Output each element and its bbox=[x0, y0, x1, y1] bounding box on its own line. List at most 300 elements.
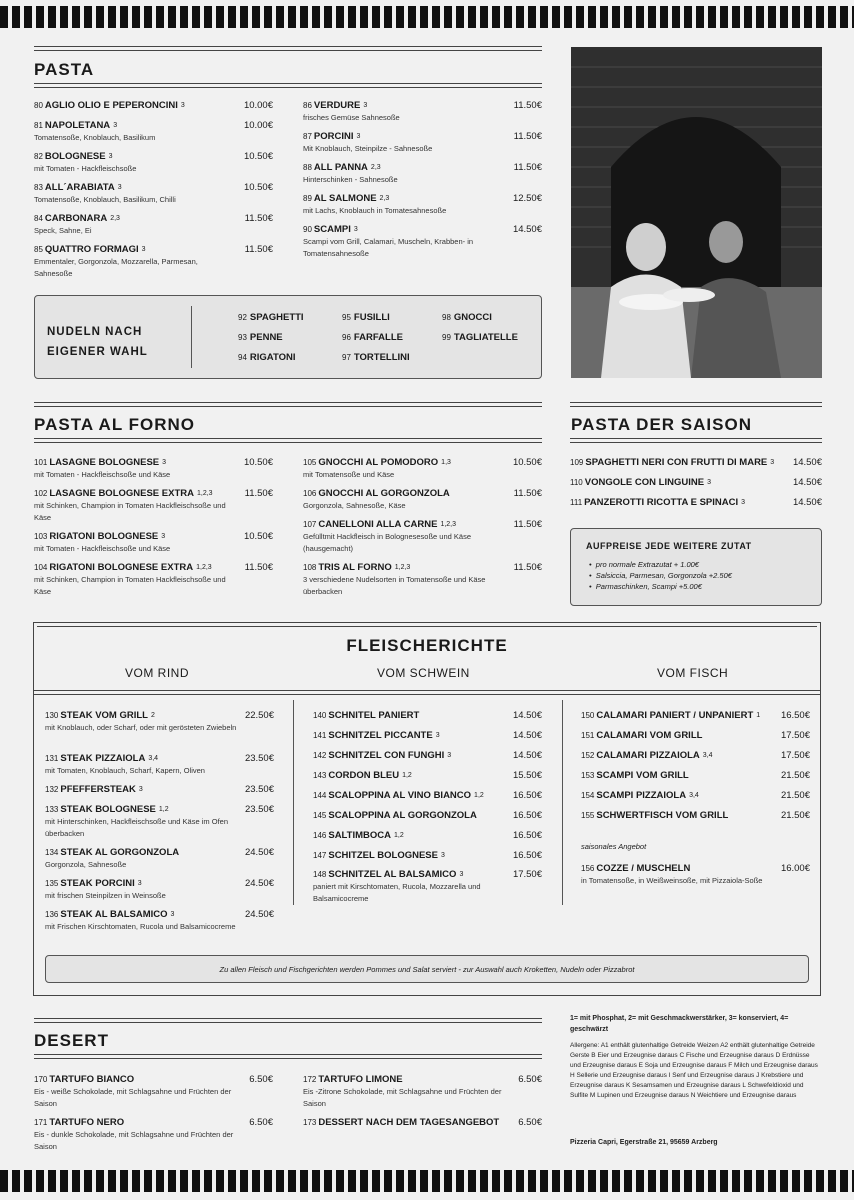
menu-item-title: TRIS AL FORNO bbox=[318, 562, 392, 573]
allergen-code: 3 bbox=[113, 122, 118, 129]
menu-item-number: 82 bbox=[34, 152, 43, 161]
menu-item-number: 150 bbox=[581, 711, 595, 720]
menu-item-number: 133 bbox=[45, 805, 59, 814]
menu-item-price: 14.50€ bbox=[512, 730, 542, 741]
menu-item bbox=[581, 769, 761, 782]
nudeln-item bbox=[442, 332, 518, 343]
nudeln-item bbox=[442, 312, 492, 323]
nudeln-title-line1: NUDELN NACH bbox=[47, 326, 143, 338]
menu-item-title: SPAGHETTI NERI CON FRUTTI DI MARE bbox=[585, 457, 768, 468]
menu-item bbox=[570, 476, 790, 489]
nudeln-number: 93 bbox=[238, 333, 247, 342]
menu-item-price: 23.50€ bbox=[244, 804, 274, 815]
menu-item-name bbox=[34, 150, 234, 163]
menu-item-title: COZZE / MUSCHELN bbox=[596, 863, 691, 874]
nudeln-name: GNOCCI bbox=[453, 312, 492, 323]
menu-item-number: 106 bbox=[303, 489, 317, 498]
menu-item-name bbox=[313, 769, 503, 782]
menu-item-name bbox=[34, 1116, 234, 1129]
menu-item-price: 11.50€ bbox=[513, 488, 542, 499]
menu-item-name bbox=[34, 456, 239, 469]
menu-item-number: 154 bbox=[581, 791, 595, 800]
menu-item-name bbox=[34, 99, 234, 112]
allergen-code: 1,2 bbox=[393, 832, 404, 839]
menu-item-number: 170 bbox=[34, 1075, 48, 1084]
menu-item-title: NAPOLETANA bbox=[44, 120, 111, 131]
menu-item-price: 6.50€ bbox=[518, 1117, 542, 1128]
menu-item-price: 16.50€ bbox=[512, 850, 542, 861]
menu-item bbox=[45, 877, 240, 902]
menu-item bbox=[313, 849, 503, 862]
menu-item-price: 16.50€ bbox=[512, 810, 542, 821]
menu-item-name bbox=[570, 496, 790, 509]
menu-item-price: 11.50€ bbox=[513, 519, 542, 530]
allergen-code: 3 bbox=[161, 533, 166, 540]
menu-item-number: 102 bbox=[34, 489, 48, 498]
menu-item-price: 24.50€ bbox=[244, 878, 274, 889]
nudeln-number: 94 bbox=[238, 353, 247, 362]
menu-item-name bbox=[581, 749, 761, 762]
allergen-code: 1,2,3 bbox=[440, 521, 457, 528]
allergen-code: 3 bbox=[138, 786, 143, 793]
menu-item-description: Speck, Sahne, Ei bbox=[34, 226, 92, 235]
menu-item bbox=[34, 119, 234, 144]
menu-item-price: 15.50€ bbox=[512, 770, 542, 781]
allergen-code: 3 bbox=[137, 880, 142, 887]
menu-item-price: 12.50€ bbox=[512, 193, 542, 204]
section-title-pasta: PASTA bbox=[34, 60, 95, 79]
menu-item-description: Tomatensoße, Knoblauch, Basilikum, Chilli bbox=[34, 195, 176, 204]
menu-item bbox=[313, 829, 503, 842]
menu-item-price: 10.50€ bbox=[512, 457, 542, 468]
menu-item-price: 10.00€ bbox=[243, 100, 273, 111]
menu-item-title: CARBONARA bbox=[44, 213, 108, 224]
allergen-code: 3 bbox=[459, 871, 464, 878]
menu-item-name bbox=[34, 243, 234, 256]
menu-item bbox=[313, 749, 503, 762]
menu-item-title: ALL´ARABIATA bbox=[44, 182, 115, 193]
menu-item-description: mit Frischen Kirschtomaten, Rucola und Balsamicocreme bbox=[45, 922, 236, 931]
menu-item-name bbox=[303, 487, 503, 500]
nudeln-number: 92 bbox=[238, 313, 247, 322]
menu-item-description: mit Tomaten - Hackfleischsoße und Käse bbox=[34, 544, 171, 553]
menu-item-number: 101 bbox=[34, 458, 48, 467]
menu-item-description: Mit Knoblauch, Steinpilze - Sahnesoße bbox=[303, 144, 433, 153]
menu-item-name bbox=[303, 561, 503, 574]
divider bbox=[570, 438, 822, 443]
menu-item-title: SCHITZEL BOLOGNESE bbox=[328, 850, 438, 861]
menu-item-title: QUATTRO FORMAGI bbox=[44, 244, 139, 255]
menu-item-title: SCAMPI bbox=[313, 224, 351, 235]
menu-item-name bbox=[45, 846, 240, 859]
menu-item bbox=[303, 223, 503, 259]
menu-item-price: 10.00€ bbox=[243, 120, 273, 131]
nudeln-name: RIGATONI bbox=[249, 352, 296, 363]
menu-item-number: 136 bbox=[45, 910, 59, 919]
menu-item-price: 24.50€ bbox=[244, 909, 274, 920]
divider bbox=[191, 306, 192, 368]
divider bbox=[34, 402, 542, 407]
menu-item-title: SCHNITEL PANIERT bbox=[328, 710, 420, 721]
menu-item-price: 11.50€ bbox=[244, 562, 273, 573]
menu-item-title: RIGATONI BOLOGNESE EXTRA bbox=[49, 562, 194, 573]
nudeln-item bbox=[238, 352, 295, 363]
menu-item-number: 87 bbox=[303, 132, 312, 141]
allergen-code: 3 bbox=[440, 852, 445, 859]
menu-item-price: 16.00€ bbox=[780, 863, 810, 874]
menu-item bbox=[34, 99, 234, 112]
menu-item-number: 84 bbox=[34, 214, 43, 223]
menu-item-number: 111 bbox=[570, 498, 583, 507]
menu-item-title: AL SALMONE bbox=[313, 193, 377, 204]
menu-item-number: 148 bbox=[313, 870, 327, 879]
menu-item-number: 86 bbox=[303, 101, 312, 110]
allergene-note: Allergene: A1 enthält glutenhaltige Getreide Weizen A2 enthält glutenhaltige Getreide Gerste B Eier und Erzeugnise daraus C Fische und Erzeugnise daraus D Erdnüsse und Erzeugnise daraus E Soja und Erzeugnise daraus F Milch und Erzeugnise daraus H Sellerie und Erzeugnise daraus I Senf und Erzeugnise daraus J Krebstiere und Erzeugnise daraus K Sesamsamen und Erzeugnise daraus L Schwefeldioxid und Sulfite M Lupinen und Erzeugnise daraus N Weichtiere und Erzeugnise daraus bbox=[570, 1042, 818, 1099]
menu-item-number: 89 bbox=[303, 194, 312, 203]
divider bbox=[34, 1018, 542, 1023]
menu-item-name bbox=[313, 709, 503, 722]
menu-item-title: STEAK PIZZAIOLA bbox=[60, 753, 146, 764]
menu-item-title: AGLIO OLIO E PEPERONCINI bbox=[44, 100, 178, 111]
menu-item-number: 172 bbox=[303, 1075, 317, 1084]
menu-item-name bbox=[313, 809, 503, 822]
nudeln-title-line2: EIGENER WAHL bbox=[47, 346, 148, 358]
aufpreise-line: • pro normale Extrazutat + 1.00€ bbox=[589, 560, 699, 569]
menu-item-description: mit Tomaten - Hackfleischsoße und Käse bbox=[34, 470, 171, 479]
menu-item-name bbox=[34, 212, 234, 225]
allergen-code: 3 bbox=[741, 499, 746, 506]
allergen-code: 1,2 bbox=[402, 772, 412, 779]
menu-item-title: ALL PANNA bbox=[313, 162, 368, 173]
subtitle-vom-rind: VOM RIND bbox=[125, 666, 189, 680]
menu-item-title: GNOCCHI AL POMODORO bbox=[318, 457, 439, 468]
menu-item-price: 14.50€ bbox=[512, 710, 542, 721]
menu-item bbox=[313, 769, 503, 782]
menu-item-number: 144 bbox=[313, 791, 327, 800]
menu-item bbox=[303, 161, 503, 186]
menu-item bbox=[34, 1116, 234, 1152]
section-title-fleischerichte: FLEISCHERICHTE bbox=[346, 636, 508, 655]
menu-item-name bbox=[303, 99, 503, 112]
menu-item bbox=[303, 130, 503, 155]
allergen-code: 3,4 bbox=[148, 755, 159, 762]
nudeln-name: TAGLIATELLE bbox=[453, 332, 518, 343]
nudeln-number: 95 bbox=[342, 313, 351, 322]
menu-item-name bbox=[581, 769, 761, 782]
menu-item bbox=[581, 729, 761, 742]
menu-item-description: Hinterschinken - Sahnesoße bbox=[303, 175, 398, 184]
menu-item-price: 11.50€ bbox=[513, 131, 542, 142]
allergen-code: 3 bbox=[707, 479, 711, 486]
menu-item-name bbox=[45, 709, 240, 722]
divider bbox=[570, 402, 822, 407]
menu-item-number: 146 bbox=[313, 831, 327, 840]
divider bbox=[34, 1054, 542, 1059]
menu-item-price: 17.50€ bbox=[780, 730, 810, 741]
address: Pizzeria Capri, Egerstraße 21, 95659 Arzberg bbox=[570, 1139, 718, 1146]
menu-item-number: 105 bbox=[303, 458, 317, 467]
menu-item-title: DESSERT NACH DEM TAGESANGEBOT bbox=[318, 1117, 500, 1128]
menu-item-name bbox=[45, 877, 240, 890]
menu-item-title: STEAK PORCINI bbox=[60, 878, 135, 889]
menu-item-price: 6.50€ bbox=[249, 1074, 273, 1085]
menu-item-price: 11.50€ bbox=[513, 100, 542, 111]
menu-item bbox=[34, 561, 239, 597]
menu-item bbox=[581, 709, 761, 722]
menu-item bbox=[581, 862, 766, 887]
menu-item-price: 6.50€ bbox=[249, 1117, 273, 1128]
menu-item-price: 21.50€ bbox=[780, 790, 810, 801]
menu-item-description: mit Tomatensoße und Käse bbox=[303, 470, 395, 479]
menu-item-name bbox=[313, 749, 503, 762]
menu-item bbox=[313, 789, 503, 802]
section-title-pasta-al-forno: PASTA AL FORNO bbox=[34, 415, 196, 434]
menu-item-description: Gorgonzola, Sahnesoße bbox=[45, 860, 127, 869]
menu-item bbox=[581, 789, 761, 802]
menu-item bbox=[581, 809, 761, 822]
nudeln-name: TORTELLINI bbox=[353, 352, 410, 363]
allergen-code: 3 bbox=[162, 459, 167, 466]
nudeln-number: 97 bbox=[342, 353, 351, 362]
menu-item-description: paniert mit Kirschtomaten, Rucola, Mozzarella und Balsamicocreme bbox=[313, 882, 481, 903]
menu-item-description: mit Schinken, Champion in Tomaten Hackfleischsoße und Käse bbox=[34, 575, 226, 596]
zusatzstoffe-note: 1= mit Phosphat, 2= mit Geschmackwerstärker, 3= konserviert, 4= geschwärzt bbox=[570, 1015, 789, 1033]
menu-item-number: 83 bbox=[34, 183, 43, 192]
menu-item-name bbox=[303, 192, 503, 205]
beilage-note: Zu allen Fleisch und Fischgerichten werden Pommes und Salat serviert - zur Auswahl auch Kroketten, Nudeln oder Pizzabrot bbox=[219, 965, 635, 974]
menu-item-title: PORCINI bbox=[313, 131, 354, 142]
menu-item-price: 10.50€ bbox=[243, 457, 273, 468]
menu-item-name bbox=[570, 456, 790, 469]
allergen-code: 3 bbox=[435, 732, 440, 739]
nudeln-number: 98 bbox=[442, 313, 451, 322]
menu-item-title: SCAMPI VOM GRILL bbox=[596, 770, 689, 781]
allergen-code: 3,4 bbox=[689, 792, 699, 799]
menu-item-number: 141 bbox=[313, 731, 327, 740]
restaurant-photo bbox=[571, 47, 822, 378]
nudeln-name: FUSILLI bbox=[353, 312, 390, 323]
menu-item-number: 110 bbox=[570, 478, 583, 487]
menu-item-price: 16.50€ bbox=[780, 710, 810, 721]
menu-item-name bbox=[34, 181, 234, 194]
menu-item bbox=[303, 1073, 503, 1109]
menu-item-description: mit Schinken, Champion in Tomaten Hackfleischsoße und Käse bbox=[34, 501, 226, 522]
menu-item-price: 14.50€ bbox=[512, 750, 542, 761]
menu-item-price: 11.50€ bbox=[513, 562, 542, 573]
menu-item-title: TARTUFO LIMONE bbox=[318, 1074, 403, 1085]
menu-item-price: 17.50€ bbox=[780, 750, 810, 761]
menu-item bbox=[313, 868, 503, 904]
menu-item-number: 80 bbox=[34, 101, 43, 110]
menu-item-description: Tomatensoße, Knoblauch, Basilikum bbox=[34, 133, 156, 142]
divider bbox=[37, 626, 817, 627]
menu-item-title: CALAMARI PIZZAIOLA bbox=[596, 750, 700, 761]
menu-item-name bbox=[581, 729, 761, 742]
allergen-code: 2,3 bbox=[110, 215, 120, 222]
allergen-code: 3 bbox=[356, 133, 361, 140]
menu-item bbox=[34, 181, 234, 206]
allergen-code: 3 bbox=[180, 102, 185, 109]
allergen-code: 1,3 bbox=[441, 459, 451, 466]
menu-item-title: STEAK VOM GRILL bbox=[60, 710, 148, 721]
menu-item-description: Emmentaler, Gorgonzola, Mozzarella, Parmesan, Sahnesoße bbox=[34, 257, 198, 278]
menu-item-name bbox=[581, 709, 761, 722]
menu-item-number: 142 bbox=[313, 751, 327, 760]
film-strip-top bbox=[0, 6, 854, 28]
divider bbox=[293, 700, 294, 905]
menu-item-description: Eis - weiße Schokolade, mit Schlagsahne und Früchten der Saison bbox=[34, 1087, 232, 1108]
menu-item-number: 107 bbox=[303, 520, 317, 529]
menu-item-description: mit Tomaten, Knoblauch, Scharf, Kapern, Oliven bbox=[45, 766, 205, 775]
menu-item-price: 21.50€ bbox=[780, 810, 810, 821]
menu-item-title: CALAMARI VOM GRILL bbox=[596, 730, 703, 741]
allergen-code: 3,4 bbox=[702, 752, 713, 759]
allergen-code: 3 bbox=[353, 226, 358, 233]
allergen-code: 2,3 bbox=[370, 164, 381, 171]
menu-item-price: 21.50€ bbox=[780, 770, 810, 781]
menu-item-price: 22.50€ bbox=[244, 710, 274, 721]
menu-item-name bbox=[303, 1073, 503, 1086]
menu-item bbox=[45, 846, 240, 871]
menu-item-number: 153 bbox=[581, 771, 595, 780]
menu-item-name bbox=[34, 530, 239, 543]
menu-item-title: STEAK AL GORGONZOLA bbox=[60, 847, 180, 858]
menu-item bbox=[303, 1116, 503, 1129]
aufpreise-title: AUFPREISE JEDE WEITERE ZUTAT bbox=[586, 541, 752, 551]
menu-item-price: 11.50€ bbox=[244, 244, 273, 255]
section-title-pasta-der-saison: PASTA DER SAISON bbox=[571, 415, 752, 434]
nudeln-item bbox=[238, 312, 304, 323]
menu-item-name bbox=[313, 789, 503, 802]
menu-item-number: 173 bbox=[303, 1118, 317, 1127]
menu-item-number: 135 bbox=[45, 879, 59, 888]
nudeln-item bbox=[342, 312, 390, 323]
menu-item bbox=[303, 487, 503, 512]
menu-item-name bbox=[570, 476, 790, 489]
nudeln-item bbox=[238, 332, 283, 343]
menu-item-title: TARTUFO NERO bbox=[49, 1117, 125, 1128]
menu-item bbox=[34, 530, 239, 555]
divider bbox=[33, 690, 821, 695]
nudeln-box bbox=[34, 295, 542, 379]
menu-item-number: 103 bbox=[34, 532, 48, 541]
menu-item-title: CALAMARI PANIERT / UNPANIERT bbox=[596, 710, 754, 721]
allergen-code: 1,2,3 bbox=[196, 490, 213, 497]
menu-item bbox=[45, 783, 240, 796]
allergen-code: 1 bbox=[756, 712, 761, 719]
allergen-code: 3 bbox=[108, 153, 113, 160]
allergen-code: 1,2,3 bbox=[196, 564, 212, 571]
menu-item bbox=[34, 150, 234, 175]
menu-item bbox=[313, 729, 503, 742]
menu-item-number: 132 bbox=[45, 785, 59, 794]
menu-item-title: VERDURE bbox=[313, 100, 361, 111]
menu-item bbox=[34, 212, 234, 237]
menu-item-number: 88 bbox=[303, 163, 312, 172]
menu-item-title: PANZEROTTI RICOTTA E SPINACI bbox=[584, 497, 739, 508]
menu-item-name bbox=[303, 130, 503, 143]
menu-item-number: 155 bbox=[581, 811, 595, 820]
menu-item-title: PFEFFERSTEAK bbox=[60, 784, 136, 795]
menu-item-title: SCHNITZEL CON FUNGHI bbox=[328, 750, 445, 761]
menu-item-name bbox=[45, 783, 240, 796]
divider bbox=[34, 83, 542, 88]
menu-item-title: GNOCCHI AL GORGONZOLA bbox=[318, 488, 450, 499]
menu-item-title: SCHNITZEL AL BALSAMICO bbox=[328, 869, 457, 880]
menu-item-price: 23.50€ bbox=[244, 784, 274, 795]
menu-item bbox=[303, 456, 503, 481]
menu-item-name bbox=[581, 862, 766, 875]
menu-item-price: 14.50€ bbox=[792, 497, 822, 508]
menu-item-description: mit frischen Steinpilzen in Weinsoße bbox=[45, 891, 166, 900]
menu-item-name bbox=[34, 119, 234, 132]
subtitle-vom-fisch: VOM FISCH bbox=[657, 666, 729, 680]
menu-item-price: 11.50€ bbox=[513, 162, 542, 173]
menu-item-price: 6.50€ bbox=[518, 1074, 542, 1085]
menu-item-name bbox=[581, 789, 761, 802]
menu-item-name bbox=[303, 456, 503, 469]
menu-item-name bbox=[313, 729, 503, 742]
menu-item-title: LASAGNE BOLOGNESE EXTRA bbox=[49, 488, 194, 499]
saisonales-label: saisonales Angebot bbox=[581, 842, 647, 851]
nudeln-number: 96 bbox=[342, 333, 351, 342]
divider bbox=[34, 46, 542, 51]
menu-item-price: 24.50€ bbox=[244, 847, 274, 858]
allergen-code: 3 bbox=[363, 102, 368, 109]
menu-item-title: TARTUFO BIANCO bbox=[49, 1074, 135, 1085]
allergen-code: 3 bbox=[117, 184, 122, 191]
menu-item-name bbox=[303, 518, 503, 531]
aufpreise-line: • Parmaschinken, Scampi +5.00€ bbox=[589, 582, 702, 591]
menu-item-number: 85 bbox=[34, 245, 43, 254]
allergen-code: 1,2 bbox=[474, 792, 484, 799]
menu-item bbox=[313, 809, 503, 822]
menu-item bbox=[45, 752, 240, 777]
menu-item bbox=[34, 243, 234, 279]
allergen-code: 3 bbox=[770, 459, 775, 466]
menu-item-description: mit Knoblauch, oder Scharf, oder mit gerösteten Zwiebeln bbox=[45, 723, 237, 732]
allergen-code: 3 bbox=[141, 246, 146, 253]
menu-item-price: 23.50€ bbox=[244, 753, 274, 764]
menu-item-price: 14.50€ bbox=[792, 457, 822, 468]
menu-item-description: Eis -Zitrone Schokolade, mit Schlagsahne und Früchten der Saison bbox=[303, 1087, 502, 1108]
menu-item-description: frisches Gemüse Sahnesoße bbox=[303, 113, 400, 122]
menu-item-price: 16.50€ bbox=[512, 790, 542, 801]
subtitle-vom-schwein: VOM SCHWEIN bbox=[377, 666, 470, 680]
menu-item bbox=[313, 709, 503, 722]
menu-item-title: LASAGNE BOLOGNESE bbox=[49, 457, 160, 468]
menu-item-name bbox=[34, 1073, 234, 1086]
menu-item-number: 81 bbox=[34, 121, 43, 130]
menu-item-title: VONGOLE CON LINGUINE bbox=[584, 477, 705, 488]
menu-item-number: 108 bbox=[303, 563, 317, 572]
menu-item-title: CANELLONI ALLA CARNE bbox=[318, 519, 438, 530]
menu-item-title: CORDON BLEU bbox=[328, 770, 400, 781]
section-title-desert: DESERT bbox=[34, 1031, 109, 1050]
menu-item-price: 10.50€ bbox=[243, 151, 273, 162]
aufpreise-box bbox=[570, 528, 822, 606]
divider bbox=[34, 438, 542, 443]
divider bbox=[562, 700, 563, 905]
menu-item bbox=[303, 518, 503, 554]
menu-item-price: 14.50€ bbox=[792, 477, 822, 488]
menu-item bbox=[303, 561, 503, 597]
allergen-code: 2,3 bbox=[379, 195, 390, 202]
menu-item-price: 11.50€ bbox=[244, 488, 273, 499]
menu-item bbox=[34, 1073, 234, 1109]
menu-item-description: mit Lachs, Knoblauch in Tomatesahnesoße bbox=[303, 206, 447, 215]
menu-item-price: 10.50€ bbox=[243, 531, 273, 542]
